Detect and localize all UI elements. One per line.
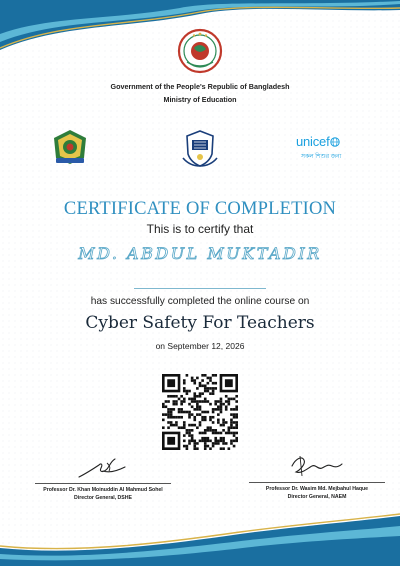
signatory-title-right: Director General, NAEM <box>287 494 347 500</box>
signatory-name-left: Professor Dr. Khan Moinuddin Al Mahmud Sohel <box>43 487 163 493</box>
certify-text: This is to certify that <box>146 222 254 236</box>
recipient-name: MD. ABDUL MUKTADIR <box>78 244 322 263</box>
bottom-wave-decoration <box>0 486 400 566</box>
signature-right-image <box>282 452 352 480</box>
signatory-name-right: Professor Dr. Wasim Md. Mejbahul Haque <box>265 486 369 492</box>
government-name: Government of the People's Republic of Bangladesh <box>110 82 290 91</box>
unicef-wordmark: unicef <box>296 134 330 149</box>
globe-icon <box>330 137 340 147</box>
naem-logo-icon <box>180 128 220 168</box>
course-name: Cyber Safety For Teachers <box>85 313 315 333</box>
bangladesh-government-emblem-icon <box>177 28 223 74</box>
ministry-name: Ministry of Education <box>163 95 237 104</box>
completion-date: on September 12, 2026 <box>155 341 245 351</box>
signatory-title-left: Director General, DSHE <box>74 495 132 501</box>
signature-line-right <box>249 482 385 483</box>
dshe-logo-icon <box>50 128 90 166</box>
name-underline <box>134 288 266 289</box>
completion-text: has successfully completed the online course on <box>90 296 310 307</box>
unicef-tagline: সকল শিশুর জন্য <box>301 154 342 160</box>
qr-code <box>162 374 238 450</box>
certificate-title: CERTIFICATE OF COMPLETION <box>63 199 337 219</box>
unicef-logo <box>296 134 340 149</box>
signature-left-image <box>73 455 133 481</box>
signature-line-left <box>35 483 171 484</box>
